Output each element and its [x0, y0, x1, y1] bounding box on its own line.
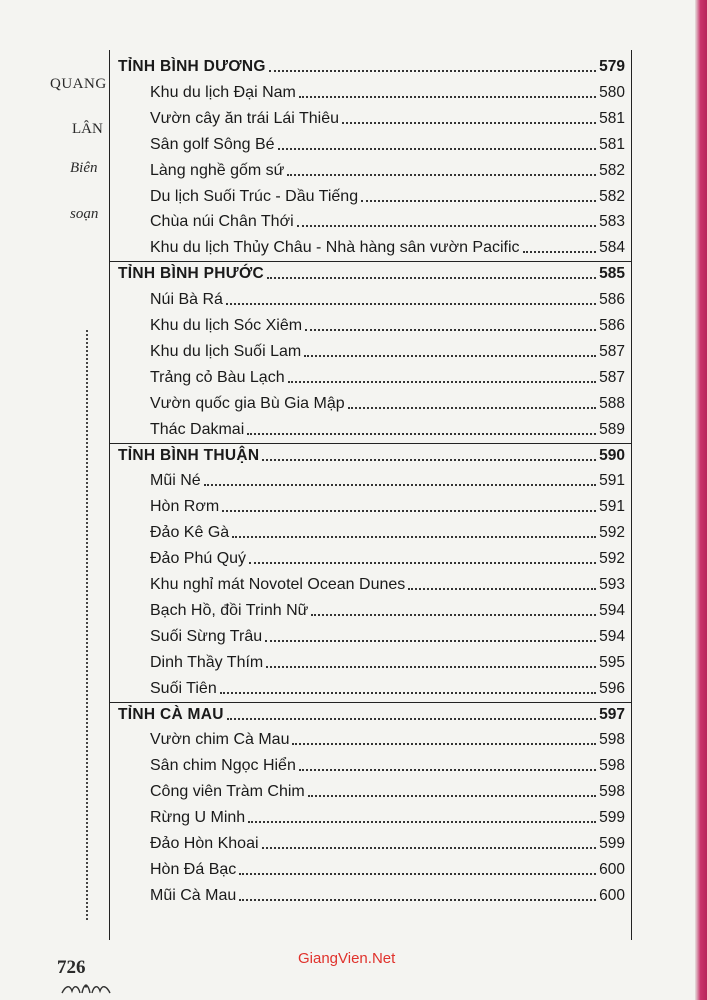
- dot-leader: [348, 407, 596, 409]
- toc-section-heading: [118, 706, 625, 724]
- dot-leader: [269, 70, 596, 72]
- toc-section-heading: [118, 265, 625, 283]
- entry-title: Suối Tiên: [150, 679, 217, 697]
- dot-leader: [308, 795, 596, 797]
- entry-page-number: 598: [599, 783, 625, 801]
- page-number: 726: [57, 957, 86, 978]
- entry-page-number: 592: [599, 524, 625, 542]
- toc-entry: [150, 291, 625, 309]
- dot-leader: [361, 200, 596, 202]
- entry-title: Dinh Thầy Thím: [150, 653, 264, 671]
- section-title: TỈNH CÀ MAU: [118, 705, 224, 723]
- entry-title: Khu du lịch Sóc Xiêm: [150, 317, 303, 334]
- entry-page-number: 589: [599, 420, 625, 438]
- section-page-number: 579: [599, 58, 625, 75]
- entry-page-number: 600: [599, 860, 625, 878]
- dot-leader: [267, 277, 596, 279]
- toc-entry: [150, 188, 625, 206]
- entry-page-number: 586: [599, 291, 625, 309]
- entry-title: Mũi Cà Mau: [150, 886, 237, 904]
- toc-entry: [150, 731, 625, 749]
- entry-title: Trảng cỏ Bàu Lạch: [150, 368, 285, 386]
- table-of-contents: [109, 50, 632, 940]
- dot-leader: [249, 562, 596, 564]
- toc-entry: [150, 421, 625, 439]
- toc-entry: [150, 395, 625, 413]
- toc-entry: [150, 628, 625, 646]
- dot-leader: [304, 355, 596, 357]
- entry-title: Khu du lịch Suối Lam: [150, 342, 302, 360]
- entry-title: Hòn Rơm: [150, 498, 220, 516]
- entry-title: Sân chim Ngọc Hiển: [150, 757, 296, 775]
- entry-page-number: 592: [599, 550, 625, 568]
- dot-leader: [292, 743, 596, 745]
- entry-page-number: 582: [599, 187, 625, 205]
- dot-leader: [262, 847, 597, 849]
- toc-entry: [150, 369, 625, 387]
- entry-title: Làng nghề gốm sứ: [150, 161, 285, 179]
- section-page-number: 597: [599, 705, 625, 723]
- entry-page-number: 596: [599, 679, 625, 697]
- entry-page-number: 580: [599, 83, 625, 101]
- entry-title: Sân golf Sông Bé: [150, 135, 275, 153]
- toc-entry: [150, 835, 625, 853]
- entry-page-number: 584: [599, 239, 625, 257]
- toc-entry: [150, 110, 625, 128]
- entry-page-number: 583: [599, 213, 625, 231]
- entry-title: Bạch Hồ, đồi Trinh Nữ: [150, 601, 309, 619]
- entry-page-number: 598: [599, 731, 625, 749]
- entry-title: Thác Dakmai: [150, 420, 245, 438]
- toc-entry: [150, 576, 625, 594]
- section-divider: [109, 702, 632, 703]
- dot-leader: [305, 329, 596, 331]
- entry-title: Đảo Hòn Khoai: [150, 835, 259, 852]
- entry-title: Núi Bà Rá: [150, 291, 223, 309]
- entry-title: Suối Sừng Trâu: [150, 627, 263, 645]
- entry-title: Đảo Phú Quý: [150, 550, 247, 568]
- toc-entry: [150, 757, 625, 775]
- entry-title: Chùa núi Chân Thới: [150, 213, 294, 231]
- section-title: TỈNH BÌNH THUẬN: [118, 446, 260, 464]
- dot-leader: [204, 484, 596, 486]
- dot-leader: [232, 536, 596, 538]
- author-first-name: QUANG: [50, 76, 107, 92]
- dot-leader: [311, 614, 596, 616]
- dot-leader: [262, 459, 596, 461]
- dot-leader: [299, 769, 596, 771]
- toc-entry: [150, 472, 625, 490]
- dot-leader: [239, 873, 596, 875]
- dot-leader: [265, 640, 596, 642]
- floral-ornament-icon: [60, 981, 112, 995]
- entry-page-number: 594: [599, 627, 625, 645]
- entry-page-number: 594: [599, 601, 625, 619]
- entry-title: Khu nghỉ mát Novotel Ocean Dunes: [150, 576, 406, 593]
- entry-page-number: 595: [599, 653, 625, 671]
- section-page-number: 590: [599, 446, 625, 464]
- entry-page-number: 581: [599, 109, 625, 127]
- toc-section-heading: [118, 58, 625, 76]
- margin-dotted-rule: [86, 330, 88, 920]
- entry-page-number: 582: [599, 161, 625, 179]
- entry-page-number: 593: [599, 576, 625, 593]
- toc-entry: [150, 887, 625, 905]
- toc-entry: [150, 317, 625, 335]
- entry-title: Rừng U Minh: [150, 809, 246, 827]
- dot-leader: [220, 692, 596, 694]
- entry-page-number: 587: [599, 342, 625, 360]
- dot-leader: [297, 225, 597, 227]
- entry-page-number: 599: [599, 835, 625, 852]
- entry-title: Đảo Kê Gà: [150, 524, 230, 542]
- toc-section-heading: [118, 447, 625, 465]
- dot-leader: [523, 251, 597, 253]
- toc-entry: [150, 213, 625, 231]
- section-title: TỈNH BÌNH DƯƠNG: [118, 58, 266, 75]
- section-title: TỈNH BÌNH PHƯỚC: [118, 265, 264, 283]
- entry-title: Du lịch Suối Trúc - Dầu Tiếng: [150, 187, 359, 205]
- toc-entry: [150, 654, 625, 672]
- toc-entry: [150, 498, 625, 516]
- toc-entry: [150, 343, 625, 361]
- toc-entry: [150, 861, 625, 879]
- toc-entry: [150, 84, 625, 102]
- credit-word-1: Biên: [70, 160, 98, 176]
- entry-page-number: 581: [599, 135, 625, 153]
- toc-entry: [150, 136, 625, 154]
- dot-leader: [222, 510, 596, 512]
- credit-word-2: soạn: [70, 206, 99, 222]
- toc-entry: [150, 162, 625, 180]
- entry-title: Vườn chim Cà Mau: [150, 731, 290, 749]
- entry-title: Khu du lịch Đại Nam: [150, 83, 296, 101]
- entry-title: Hòn Đá Bạc: [150, 860, 237, 878]
- dot-leader: [288, 381, 597, 383]
- dot-leader: [278, 148, 597, 150]
- author-last-name: LÂN: [72, 121, 103, 137]
- entry-page-number: 598: [599, 757, 625, 775]
- toc-entry: [150, 783, 625, 801]
- page-edge: [695, 0, 707, 1000]
- section-page-number: 585: [599, 265, 625, 283]
- dot-leader: [299, 96, 596, 98]
- entry-page-number: 599: [599, 809, 625, 827]
- dot-leader: [266, 666, 596, 668]
- dot-leader: [247, 433, 596, 435]
- entry-page-number: 591: [599, 472, 625, 490]
- toc-entry: [150, 524, 625, 542]
- dot-leader: [342, 122, 596, 124]
- toc-entry: [150, 809, 625, 827]
- entry-page-number: 600: [599, 886, 625, 904]
- toc-entry: [150, 550, 625, 568]
- section-divider: [109, 261, 632, 262]
- entry-title: Vườn quốc gia Bù Gia Mập: [150, 394, 345, 412]
- dot-leader: [227, 718, 596, 720]
- dot-leader: [248, 821, 596, 823]
- watermark-text: GiangVien.Net: [298, 950, 396, 967]
- entry-page-number: 586: [599, 317, 625, 334]
- toc-entry: [150, 239, 625, 257]
- section-divider: [109, 443, 632, 444]
- toc-entry: [150, 602, 625, 620]
- entry-title: Công viên Tràm Chim: [150, 783, 305, 801]
- entry-page-number: 588: [599, 394, 625, 412]
- entry-title: Vườn cây ăn trái Lái Thiêu: [150, 109, 340, 127]
- dot-leader: [287, 174, 596, 176]
- toc-entry: [150, 680, 625, 698]
- entry-page-number: 591: [599, 498, 625, 516]
- entry-page-number: 587: [599, 368, 625, 386]
- dot-leader: [226, 303, 596, 305]
- dot-leader: [239, 899, 596, 901]
- entry-title: Khu du lịch Thủy Châu - Nhà hàng sân vườn Pacific: [150, 239, 520, 257]
- dot-leader: [408, 588, 596, 590]
- entry-title: Mũi Né: [150, 472, 201, 490]
